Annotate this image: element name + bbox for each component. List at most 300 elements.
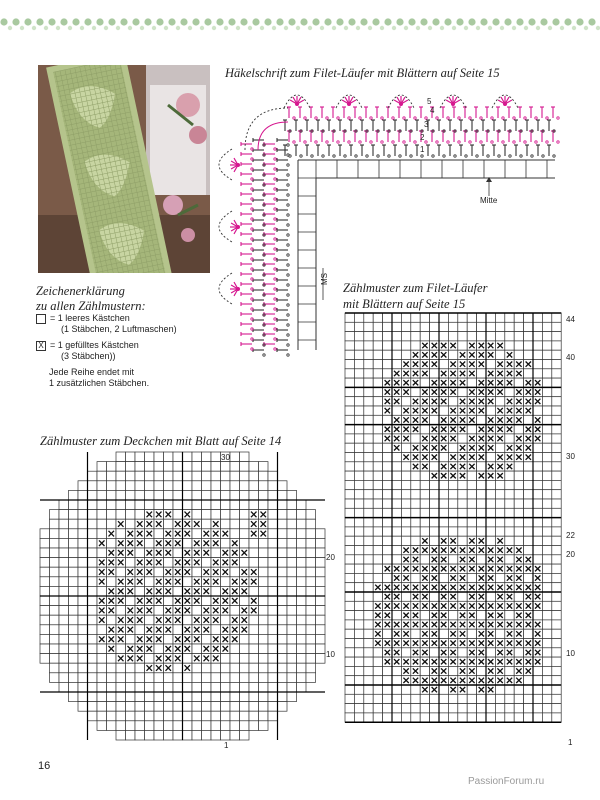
grid-cell xyxy=(230,663,240,673)
grid-cell xyxy=(88,663,98,673)
grid-cell xyxy=(542,406,551,415)
grid-cell xyxy=(495,573,504,582)
grid-cell xyxy=(221,673,231,683)
grid-cell xyxy=(542,546,551,555)
grid-cell xyxy=(249,500,259,510)
page-number: 16 xyxy=(38,760,51,772)
grid-cell xyxy=(154,644,164,654)
grid-cell xyxy=(268,471,278,481)
grid-cell xyxy=(154,471,164,481)
grid-cell xyxy=(364,694,373,703)
grid-cell xyxy=(221,654,231,664)
grid-cell xyxy=(364,676,373,685)
grid-cell xyxy=(364,387,373,396)
grid-cell xyxy=(287,548,297,558)
grid-cell xyxy=(364,666,373,675)
grid-cell xyxy=(552,322,561,331)
grid-cell xyxy=(116,452,126,462)
grid-cell xyxy=(116,462,126,472)
grid-cell xyxy=(486,508,495,517)
grid-cell xyxy=(78,682,88,692)
grid-cell xyxy=(392,499,401,508)
grid-cell xyxy=(448,704,457,713)
grid-cell xyxy=(268,567,278,577)
grid-cell xyxy=(164,596,174,606)
grid-cell xyxy=(202,510,212,520)
grid-cell xyxy=(542,378,551,387)
grid-cell xyxy=(259,644,269,654)
grid-cell xyxy=(126,558,136,568)
grid-cell xyxy=(505,704,514,713)
grid-cell xyxy=(173,721,183,731)
grid-cell xyxy=(495,490,504,499)
grid-cell xyxy=(287,644,297,654)
grid-cell xyxy=(401,648,410,657)
runner-row-label-44: 44 xyxy=(566,315,575,324)
grid-cell xyxy=(211,682,221,692)
grid-cell xyxy=(514,508,523,517)
doily-row-label-20: 20 xyxy=(326,553,335,562)
grid-cell xyxy=(202,471,212,481)
grid-cell xyxy=(183,481,193,491)
grid-cell xyxy=(50,538,60,548)
grid-cell xyxy=(552,518,561,527)
grid-cell xyxy=(145,721,155,731)
grid-cell xyxy=(145,481,155,491)
grid-cell xyxy=(173,586,183,596)
grid-cell xyxy=(78,673,88,683)
grid-cell xyxy=(50,548,60,558)
grid-cell xyxy=(524,332,533,341)
grid-cell xyxy=(78,529,88,539)
grid-cell xyxy=(164,682,174,692)
grid-cell xyxy=(364,462,373,471)
runner-chart-title-line1: Zählmuster zum Filet-Läufer xyxy=(343,281,488,295)
grid-cell xyxy=(69,500,79,510)
legend-filled-line2: (3 Stäbchen)) xyxy=(61,351,116,361)
grid-cell xyxy=(542,360,551,369)
grid-cell xyxy=(278,644,288,654)
grid-cell xyxy=(107,481,117,491)
grid-cell xyxy=(477,332,486,341)
grid-cell xyxy=(495,332,504,341)
grid-cell xyxy=(477,555,486,564)
grid-cell xyxy=(145,500,155,510)
grid-cell xyxy=(97,586,107,596)
grid-cell xyxy=(211,490,221,500)
grid-cell xyxy=(116,500,126,510)
grid-cell xyxy=(306,567,316,577)
grid-cell xyxy=(97,471,107,481)
grid-cell xyxy=(59,682,69,692)
grid-cell xyxy=(542,387,551,396)
grid-cell xyxy=(59,500,69,510)
grid-cell xyxy=(552,350,561,359)
grid-cell xyxy=(458,592,467,601)
grid-cell xyxy=(383,527,392,536)
grid-cell xyxy=(345,360,354,369)
grid-cell xyxy=(297,567,307,577)
grid-cell xyxy=(495,480,504,489)
grid-cell xyxy=(524,471,533,480)
grid-cell xyxy=(458,480,467,489)
grid-cell xyxy=(552,536,561,545)
grid-cell xyxy=(202,673,212,683)
grid-cell xyxy=(364,490,373,499)
grid-cell xyxy=(467,508,476,517)
grid-cell xyxy=(316,558,326,568)
grid-cell xyxy=(552,546,561,555)
legend-title-line2: zu allen Zählmustern: xyxy=(36,299,146,313)
grid-cell xyxy=(240,663,250,673)
grid-cell xyxy=(533,555,542,564)
grid-cell xyxy=(542,341,551,350)
grid-cell xyxy=(354,639,363,648)
grid-cell xyxy=(354,601,363,610)
grid-cell xyxy=(50,663,60,673)
grid-cell xyxy=(173,462,183,472)
grid-cell xyxy=(164,490,174,500)
grid-cell xyxy=(345,378,354,387)
grid-cell xyxy=(240,452,250,462)
grid-cell xyxy=(524,518,533,527)
grid-cell xyxy=(542,648,551,657)
grid-cell xyxy=(542,694,551,703)
grid-cell xyxy=(59,606,69,616)
grid-cell xyxy=(533,546,542,555)
grid-cell xyxy=(268,663,278,673)
grid-cell xyxy=(345,443,354,452)
grid-cell xyxy=(240,490,250,500)
grid-cell xyxy=(552,564,561,573)
grid-cell xyxy=(192,567,202,577)
grid-cell xyxy=(192,682,202,692)
grid-cell xyxy=(316,606,326,616)
grid-cell xyxy=(259,673,269,683)
grid-cell xyxy=(533,406,542,415)
grid-cell xyxy=(259,577,269,587)
grid-cell xyxy=(505,332,514,341)
grid-cell xyxy=(354,490,363,499)
grid-cell xyxy=(411,322,420,331)
grid-cell xyxy=(268,682,278,692)
grid-cell xyxy=(345,350,354,359)
grid-cell xyxy=(69,538,79,548)
grid-cell xyxy=(50,510,60,520)
grid-cell xyxy=(345,704,354,713)
grid-cell xyxy=(145,711,155,721)
grid-cell xyxy=(173,481,183,491)
grid-cell xyxy=(373,527,382,536)
grid-cell xyxy=(135,673,145,683)
grid-cell xyxy=(439,453,448,462)
grid-cell xyxy=(383,341,392,350)
grid-cell xyxy=(164,519,174,529)
grid-cell xyxy=(287,558,297,568)
grid-cell xyxy=(345,536,354,545)
grid-cell xyxy=(230,682,240,692)
grid-cell xyxy=(78,663,88,673)
grid-cell xyxy=(542,611,551,620)
grid-cell xyxy=(202,634,212,644)
grid-cell xyxy=(467,480,476,489)
grid-cell xyxy=(514,313,523,322)
grid-cell xyxy=(249,682,259,692)
grid-cell xyxy=(249,625,259,635)
grid-cell xyxy=(268,634,278,644)
grid-cell xyxy=(354,322,363,331)
grid-cell xyxy=(542,629,551,638)
grid-cell xyxy=(154,682,164,692)
grid-cell xyxy=(50,558,60,568)
grid-cell xyxy=(552,434,561,443)
grid-cell xyxy=(354,480,363,489)
grid-cell xyxy=(59,586,69,596)
grid-cell xyxy=(287,510,297,520)
grid-cell xyxy=(297,663,307,673)
grid-cell xyxy=(354,611,363,620)
grid-cell xyxy=(306,654,316,664)
grid-cell xyxy=(420,322,429,331)
grid-cell xyxy=(430,490,439,499)
grid-cell xyxy=(373,508,382,517)
grid-cell xyxy=(59,673,69,683)
grid-cell xyxy=(458,508,467,517)
grid-cell xyxy=(448,397,457,406)
grid-cell xyxy=(107,471,117,481)
grid-cell xyxy=(383,360,392,369)
grid-cell xyxy=(533,704,542,713)
runner-row-label-22: 22 xyxy=(566,531,575,540)
grid-cell xyxy=(354,527,363,536)
grid-cell xyxy=(477,694,486,703)
grid-cell xyxy=(154,730,164,740)
legend-note-line1: Jede Reihe endet mit xyxy=(49,367,135,377)
grid-cell xyxy=(107,711,117,721)
grid-cell xyxy=(373,564,382,573)
grid-cell xyxy=(524,573,533,582)
grid-cell xyxy=(401,685,410,694)
grid-cell xyxy=(373,499,382,508)
grid-cell xyxy=(69,558,79,568)
grid-cell xyxy=(126,500,136,510)
grid-cell xyxy=(420,508,429,517)
grid-cell xyxy=(411,387,420,396)
grid-cell xyxy=(69,654,79,664)
grid-cell xyxy=(373,332,382,341)
grid-cell xyxy=(439,332,448,341)
grid-cell xyxy=(401,490,410,499)
grid-cell xyxy=(249,481,259,491)
grid-cell xyxy=(278,510,288,520)
grid-cell xyxy=(297,606,307,616)
grid-cell xyxy=(392,508,401,517)
grid-cell xyxy=(221,462,231,472)
grid-cell xyxy=(287,500,297,510)
grid-cell xyxy=(145,730,155,740)
grid-cell xyxy=(59,577,69,587)
grid-cell xyxy=(383,536,392,545)
grid-cell xyxy=(533,713,542,722)
grid-cell xyxy=(524,694,533,703)
grid-cell xyxy=(50,586,60,596)
grid-cell xyxy=(107,702,117,712)
grid-cell xyxy=(278,567,288,577)
grid-cell xyxy=(154,481,164,491)
grid-cell xyxy=(211,692,221,702)
grid-cell xyxy=(354,499,363,508)
grid-cell xyxy=(542,369,551,378)
grid-cell xyxy=(240,634,250,644)
grid-cell xyxy=(135,510,145,520)
grid-cell xyxy=(183,471,193,481)
grid-cell xyxy=(542,564,551,573)
grid-cell xyxy=(69,625,79,635)
grid-cell xyxy=(354,360,363,369)
grid-cell xyxy=(135,682,145,692)
grid-cell xyxy=(240,471,250,481)
grid-cell xyxy=(88,586,98,596)
grid-cell xyxy=(306,577,316,587)
grid-cell xyxy=(542,676,551,685)
grid-cell xyxy=(230,490,240,500)
grid-cell xyxy=(354,425,363,434)
grid-cell xyxy=(345,508,354,517)
grid-cell xyxy=(97,644,107,654)
grid-cell xyxy=(50,577,60,587)
grid-cell xyxy=(420,527,429,536)
grid-cell xyxy=(420,313,429,322)
grid-cell xyxy=(345,313,354,322)
grid-cell xyxy=(392,685,401,694)
grid-cell xyxy=(88,596,98,606)
grid-cell xyxy=(373,378,382,387)
grid-cell xyxy=(316,634,326,644)
grid-cell xyxy=(88,644,98,654)
grid-cell xyxy=(230,452,240,462)
grid-cell xyxy=(524,536,533,545)
grid-cell xyxy=(448,694,457,703)
grid-cell xyxy=(411,499,420,508)
grid-cell xyxy=(78,577,88,587)
grid-cell xyxy=(364,583,373,592)
grid-cell xyxy=(230,567,240,577)
grid-cell xyxy=(505,341,514,350)
grid-cell xyxy=(183,730,193,740)
grid-cell xyxy=(552,685,561,694)
grid-cell xyxy=(373,369,382,378)
grid-cell xyxy=(486,406,495,415)
grid-cell xyxy=(552,443,561,452)
grid-cell xyxy=(240,500,250,510)
grid-cell xyxy=(135,692,145,702)
runner-row-label-10: 10 xyxy=(566,649,575,658)
grid-cell xyxy=(430,415,439,424)
grid-cell xyxy=(458,713,467,722)
grid-cell xyxy=(192,452,202,462)
grid-cell xyxy=(287,663,297,673)
grid-cell xyxy=(259,538,269,548)
grid-cell xyxy=(69,586,79,596)
grid-cell xyxy=(268,548,278,558)
grid-cell xyxy=(467,704,476,713)
grid-cell xyxy=(88,577,98,587)
grid-cell xyxy=(383,499,392,508)
grid-cell xyxy=(401,518,410,527)
grid-cell xyxy=(505,471,514,480)
grid-cell xyxy=(354,369,363,378)
grid-cell xyxy=(430,499,439,508)
grid-cell xyxy=(211,500,221,510)
grid-cell xyxy=(524,685,533,694)
grid-cell xyxy=(383,676,392,685)
grid-cell xyxy=(78,586,88,596)
grid-cell xyxy=(278,692,288,702)
grid-cell xyxy=(259,702,269,712)
grid-cell xyxy=(278,682,288,692)
grid-cell xyxy=(240,481,250,491)
legend-filled-line1: = 1 gefülltes Kästchen xyxy=(50,340,139,350)
grid-cell xyxy=(97,462,107,472)
grid-cell xyxy=(524,490,533,499)
grid-cell xyxy=(458,694,467,703)
grid-cell xyxy=(345,685,354,694)
grid-cell xyxy=(278,634,288,644)
grid-cell xyxy=(354,713,363,722)
grid-cell xyxy=(533,518,542,527)
grid-cell xyxy=(411,527,420,536)
grid-cell xyxy=(495,518,504,527)
grid-cell xyxy=(542,518,551,527)
grid-cell xyxy=(533,369,542,378)
grid-cell xyxy=(211,471,221,481)
grid-cell xyxy=(316,586,326,596)
grid-cell xyxy=(78,702,88,712)
grid-cell xyxy=(542,332,551,341)
grid-cell xyxy=(230,644,240,654)
grid-cell xyxy=(211,711,221,721)
grid-cell xyxy=(173,663,183,673)
grid-cell xyxy=(183,615,193,625)
grid-cell xyxy=(259,682,269,692)
grid-cell xyxy=(383,629,392,638)
grid-cell xyxy=(524,480,533,489)
grid-cell xyxy=(78,548,88,558)
grid-cell xyxy=(40,625,50,635)
grid-cell xyxy=(477,518,486,527)
grid-cell xyxy=(221,711,231,721)
grid-cell xyxy=(88,682,98,692)
grid-cell xyxy=(486,360,495,369)
grid-cell xyxy=(316,548,326,558)
grid-cell xyxy=(316,538,326,548)
grid-cell xyxy=(268,615,278,625)
grid-cell xyxy=(249,586,259,596)
grid-cell xyxy=(259,490,269,500)
grid-cell xyxy=(411,694,420,703)
grid-cell xyxy=(306,538,316,548)
grid-cell xyxy=(383,462,392,471)
grid-cell xyxy=(477,313,486,322)
grid-cell xyxy=(345,499,354,508)
grid-cell xyxy=(268,644,278,654)
grid-cell xyxy=(392,611,401,620)
grid-cell xyxy=(373,443,382,452)
grid-cell xyxy=(287,692,297,702)
grid-cell xyxy=(364,685,373,694)
grid-cell xyxy=(514,694,523,703)
grid-cell xyxy=(505,499,514,508)
